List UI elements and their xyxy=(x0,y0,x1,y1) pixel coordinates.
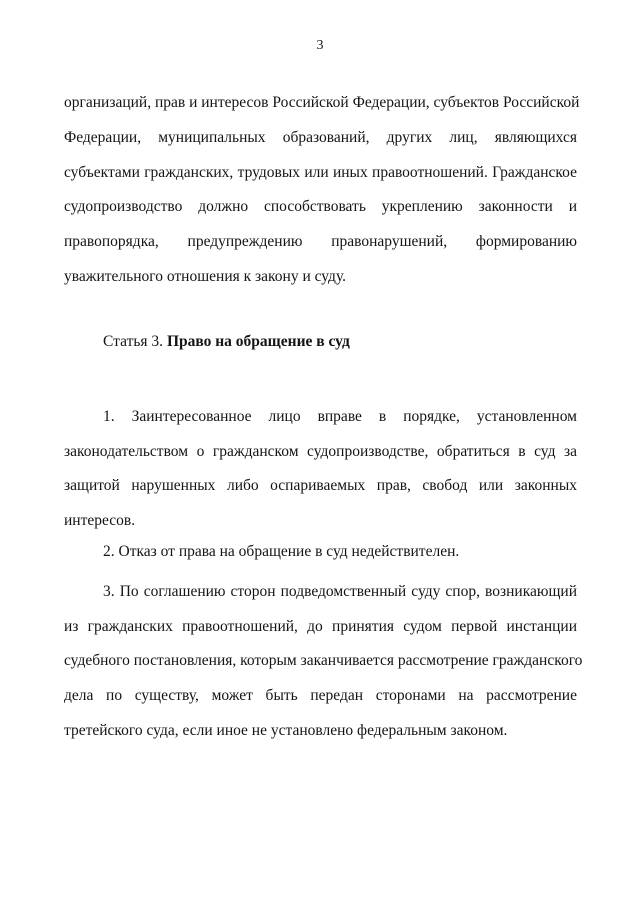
clause-2 xyxy=(103,540,459,564)
paragraph-line: уважительного отношения к закону и суду. xyxy=(64,267,347,285)
paragraph-line: третейского суда, если иное не установлено федеральным законом. xyxy=(64,721,508,739)
paragraph-line: защитой нарушенных либо оспариваемых прав, свобод или законных xyxy=(64,477,577,494)
paragraph-line: 2. Отказ от права на обращение в суд недействителен. xyxy=(103,543,460,560)
article-heading xyxy=(103,330,350,354)
clause-3 xyxy=(64,575,583,749)
article-prefix: Статья 3. xyxy=(103,333,164,350)
paragraph-line: организаций, прав и интересов Российской Федерации, субъектов Российской xyxy=(64,94,580,111)
page-number: 3 xyxy=(316,38,324,53)
paragraph-line: законодательством о гражданском судопроизводстве, обратиться в суд за xyxy=(64,442,577,460)
paragraph-line: судопроизводство должно способствовать укреплению законности и xyxy=(64,198,577,216)
paragraph-line: из гражданских правоотношений, до принятия судом первой инстанции xyxy=(64,617,577,635)
paragraph-line: Федерации, муниципальных образований, других лиц, являющихся xyxy=(64,128,577,146)
paragraph-line: субъектами гражданских, трудовых или иных правоотношений. Гражданское xyxy=(64,163,577,181)
paragraph-line: 3. По соглашению сторон подведомственный суду спор, возникающий xyxy=(103,583,577,600)
paragraph-line: интересов. xyxy=(64,511,136,529)
article-title: Право на обращение в суд xyxy=(166,333,350,350)
continuation-paragraph xyxy=(64,86,580,295)
paragraph-line: правопорядка, предупреждению правонарушений, формированию xyxy=(64,233,577,251)
paragraph-line: судебного постановления, которым заканчивается рассмотрение гражданского xyxy=(64,652,583,670)
paragraph-line: 1. Заинтересованное лицо вправе в порядке, установленном xyxy=(103,408,577,425)
clause-1 xyxy=(64,400,577,538)
paragraph-line: дела по существу, может быть передан сторонами на рассмотрение xyxy=(64,687,577,705)
